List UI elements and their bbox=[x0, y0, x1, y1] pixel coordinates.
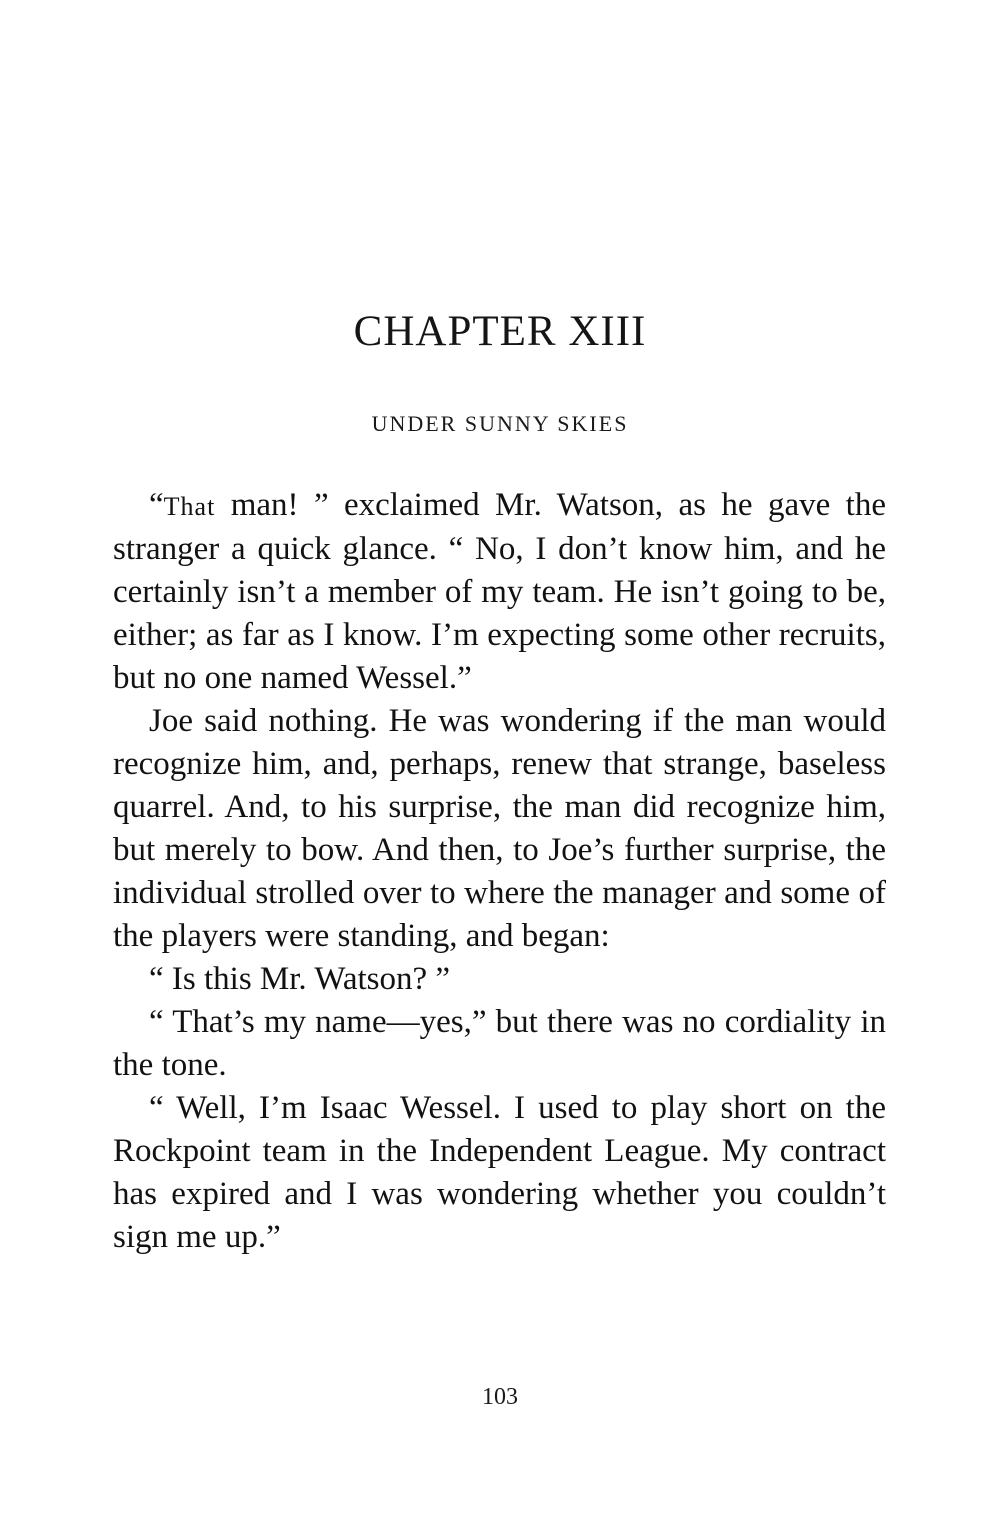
chapter-subtitle: UNDER SUNNY SKIES bbox=[371, 411, 629, 436]
opening-quote: “ bbox=[149, 487, 164, 523]
paragraph-1-text: man! ” exclaimed Mr. Watson, as he gave the stranger a quick glance. “ No, I don’t know him, and he certainly isn’t a member of my team. He isn’t going to be, either; as far as I know. I’m expecting some other recruits, but no one named Wessel.” bbox=[113, 487, 886, 696]
paragraph-4: “ That’s my name—yes,” but there was no cordiality in the tone. bbox=[113, 1004, 886, 1083]
paragraph-5: “ Well, I’m Isaac Wessel. I used to play short on the Rockpoint team in the Independent League. My contract has expired and I was wondering whether you couldn’t sign me up.” bbox=[113, 1090, 886, 1255]
opening-word: That bbox=[163, 492, 216, 521]
page-number: 103 bbox=[482, 1384, 518, 1410]
paragraph-2: Joe said nothing. He was wondering if the man would recognize him, and, perhaps, renew that strange, baseless quarrel. And, to his surprise, the man did recognize him, but merely to bow. And then, to Joe’s further surprise, the individual strolled over to where the manager and some of the players were standing, and began: bbox=[113, 703, 886, 954]
chapter-heading: CHAPTER XIII bbox=[353, 308, 647, 355]
paragraph-1 bbox=[113, 484, 886, 700]
paragraph-3: “ Is this Mr. Watson? ” bbox=[149, 961, 451, 997]
body-text bbox=[113, 484, 886, 1259]
